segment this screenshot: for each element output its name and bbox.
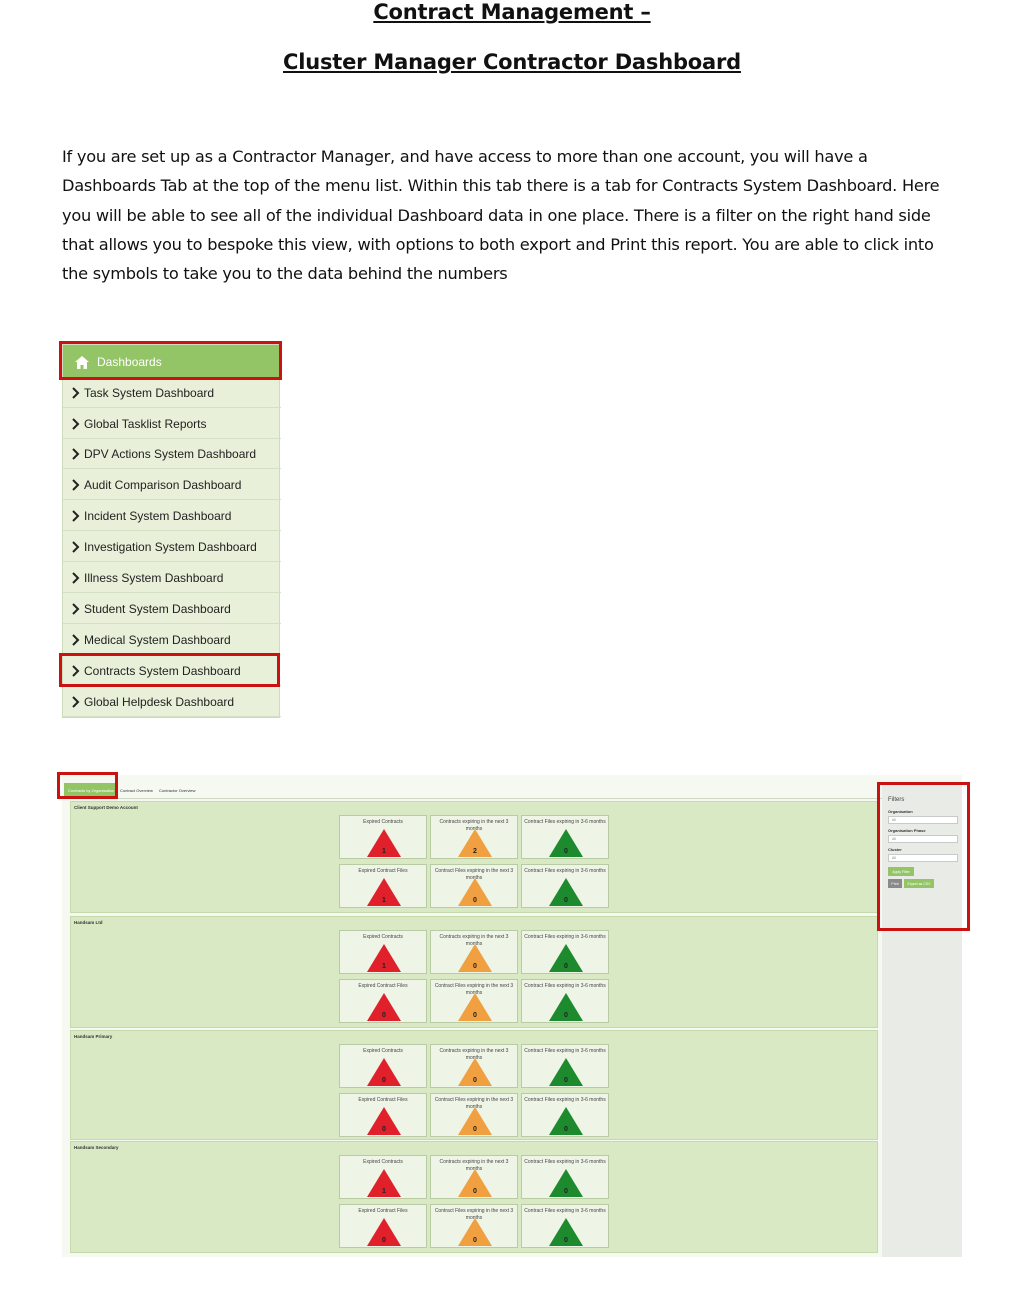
metric-label: Expired Contract Files [358, 983, 408, 989]
intro-paragraph: If you are set up as a Contractor Manager, and have access to more than one account, you will have a Dashboards Tab at the top of the menu list. Within this tab there is a tab for Contracts System Dashboard. Here you will be able to see all of the individual Dashboard data in one place. There is a filter on the right hand side that allows you to bespoke this view, with options to both export and Print this report. You are able to click into the symbols to take you to the data behind the numbers [62, 147, 940, 284]
phase-select[interactable]: All [888, 835, 958, 843]
metric-label: Contract Files expiring in the next 3 months [434, 1097, 514, 1110]
metric-value[interactable]: 0 [473, 963, 477, 970]
apply-filter-button[interactable]: Apply Filter [888, 867, 914, 876]
metric-card[interactable] [430, 979, 518, 1023]
organisation-select[interactable]: All [888, 816, 958, 824]
metric-card[interactable] [430, 864, 518, 908]
menu-item-label: Medical System Dashboard [84, 632, 231, 647]
organisation-name: Handsam Ltd [74, 920, 103, 925]
metric-card[interactable] [521, 815, 609, 859]
menu-item[interactable] [63, 409, 281, 439]
dashboard-tabs [62, 775, 882, 799]
metric-label: Contract Files expiring in the next 3 months [434, 983, 514, 996]
metric-card[interactable] [521, 864, 609, 908]
menu-item[interactable] [63, 625, 281, 655]
menu-item-label: DPV Actions System Dashboard [84, 446, 257, 461]
metric-card[interactable] [521, 1093, 609, 1137]
contracts-dashboard-highlight-box [59, 653, 280, 687]
organisation-filter-label: Organisation [888, 809, 913, 814]
metric-value[interactable]: 0 [564, 1012, 568, 1019]
metric-label: Expired Contract Files [358, 1208, 408, 1214]
metric-card[interactable] [521, 1155, 609, 1199]
chevron-right-icon [71, 541, 81, 553]
metric-label: Contract Files expiring in 3-6 months [524, 819, 606, 825]
menu-item-label: Task System Dashboard [84, 385, 215, 400]
metric-label: Contracts expiring in the next 3 months [439, 1048, 509, 1061]
contracts-dashboard-screenshot [62, 775, 962, 1257]
dashboards-highlight-box [59, 341, 282, 380]
metric-value[interactable]: 0 [564, 1237, 568, 1244]
metric-value[interactable]: 0 [564, 848, 568, 855]
metric-label: Contract Files expiring in 3-6 months [524, 868, 606, 874]
metric-card[interactable] [521, 1044, 609, 1088]
export-csv-button[interactable]: Export as CSV [904, 879, 934, 888]
metric-label: Expired Contracts [363, 1048, 403, 1054]
chevron-right-icon [71, 510, 81, 522]
metric-card[interactable] [521, 930, 609, 974]
metric-card[interactable] [339, 930, 427, 974]
metric-card[interactable] [430, 1093, 518, 1137]
metric-label: Contract Files expiring in 3-6 months [524, 934, 606, 940]
metric-value[interactable]: 0 [473, 897, 477, 904]
metric-label: Contracts expiring in the next 3 months [439, 819, 509, 832]
metric-card[interactable] [521, 979, 609, 1023]
menu-item[interactable] [63, 532, 281, 562]
metric-value[interactable]: 0 [382, 1012, 386, 1019]
chevron-right-icon [71, 418, 81, 430]
filters-title: Filters [888, 797, 905, 803]
menu-item[interactable] [63, 501, 281, 531]
metric-card[interactable] [339, 1093, 427, 1137]
menu-item-label: Incident System Dashboard [84, 508, 232, 523]
metric-label: Contract Files expiring in the next 3 months [434, 1208, 514, 1221]
chevron-right-icon [71, 572, 81, 584]
metric-label: Contract Files expiring in 3-6 months [524, 1208, 606, 1214]
organisation-name: Handsam Secondary [74, 1145, 119, 1150]
metric-value[interactable]: 0 [564, 897, 568, 904]
metric-card[interactable] [430, 930, 518, 974]
menu-item[interactable] [63, 470, 281, 500]
metric-card[interactable] [339, 1204, 427, 1248]
metric-card[interactable] [430, 1204, 518, 1248]
tab-contractor-overview[interactable]: Contractor Overview [159, 787, 196, 793]
cluster-select[interactable]: All [888, 854, 958, 862]
print-button[interactable]: Print [888, 879, 902, 888]
menu-item[interactable] [63, 439, 281, 469]
metric-value[interactable]: 2 [473, 848, 477, 855]
cluster-filter-label: Cluster [888, 847, 902, 852]
tab-contracts-by-organisation[interactable]: Contracts by Organisation [64, 783, 118, 797]
metric-value[interactable]: 1 [382, 963, 386, 970]
menu-item[interactable] [63, 378, 281, 408]
metric-label: Expired Contracts [363, 1159, 403, 1165]
metric-label: Expired Contract Files [358, 1097, 408, 1103]
metric-label: Contracts expiring in the next 3 months [439, 934, 509, 947]
metric-card[interactable] [339, 979, 427, 1023]
chevron-right-icon [71, 634, 81, 646]
menu-item[interactable] [63, 594, 281, 624]
menu-item[interactable] [63, 687, 281, 717]
menu-item-label: Audit Comparison Dashboard [84, 477, 242, 492]
phase-filter-label: Organisation Phase [888, 828, 926, 833]
metric-value[interactable]: 0 [564, 1077, 568, 1084]
organisation-section [70, 916, 878, 1028]
metric-card[interactable] [430, 1044, 518, 1088]
metric-value[interactable]: 0 [382, 1077, 386, 1084]
metric-value[interactable]: 1 [382, 1188, 386, 1195]
metric-card[interactable] [339, 1155, 427, 1199]
chevron-right-icon [71, 696, 81, 708]
chevron-right-icon [71, 448, 81, 460]
document-subtitle: Cluster Manager Contractor Dashboard [283, 50, 741, 74]
organisation-name: Handsam Primary [74, 1034, 113, 1039]
organisation-section [70, 801, 878, 913]
metric-label: Contract Files expiring in 3-6 months [524, 1048, 606, 1054]
menu-item-label: Global Tasklist Reports [84, 416, 207, 431]
organisation-section [70, 1030, 878, 1140]
metric-card[interactable] [339, 815, 427, 859]
metric-value[interactable]: 0 [564, 963, 568, 970]
document-title: Contract Management – [373, 0, 651, 24]
metric-label: Expired Contracts [363, 819, 403, 825]
metric-label: Contract Files expiring in 3-6 months [524, 1097, 606, 1103]
menu-item[interactable] [63, 563, 281, 593]
metric-card[interactable] [430, 815, 518, 859]
metric-value[interactable]: 0 [382, 1237, 386, 1244]
menu-item-label: Illness System Dashboard [84, 570, 224, 585]
metric-card[interactable] [521, 1204, 609, 1248]
metric-value[interactable]: 0 [473, 1126, 477, 1133]
organisation-section [70, 1141, 878, 1253]
metric-card[interactable] [430, 1155, 518, 1199]
metric-label: Contract Files expiring in the next 3 months [434, 868, 514, 881]
metric-value[interactable]: 0 [473, 1188, 477, 1195]
menu-item-label: Contracts System Dashboard [84, 663, 241, 678]
metric-value[interactable]: 1 [382, 848, 386, 855]
metric-card[interactable] [339, 1044, 427, 1088]
chevron-right-icon [71, 479, 81, 491]
chevron-right-icon [71, 603, 81, 615]
menu-item-label: Global Helpdesk Dashboard [84, 694, 235, 709]
tab-contract-overview[interactable]: Contract Overview [120, 787, 153, 793]
metric-value[interactable]: 0 [564, 1188, 568, 1195]
metric-value[interactable]: 0 [473, 1077, 477, 1084]
metric-label: Contract Files expiring in 3-6 months [524, 1159, 606, 1165]
menu-item-label: Student System Dashboard [84, 601, 231, 616]
metric-label: Expired Contract Files [358, 868, 408, 874]
chevron-right-icon [71, 387, 81, 399]
organisation-name: Client Support Demo Account [74, 805, 138, 810]
tab-highlight-box [57, 772, 118, 799]
metric-card[interactable] [339, 864, 427, 908]
metric-value[interactable]: 1 [382, 897, 386, 904]
metric-value[interactable]: 0 [473, 1012, 477, 1019]
menu-item-label: Investigation System Dashboard [84, 539, 257, 554]
metric-value[interactable]: 0 [473, 1237, 477, 1244]
metric-label: Expired Contracts [363, 934, 403, 940]
dashboards-menu-header-label: Dashboards [97, 355, 162, 369]
metric-label: Contract Files expiring in 3-6 months [524, 983, 606, 989]
filters-highlight-box [877, 782, 970, 931]
metric-value[interactable]: 0 [564, 1126, 568, 1133]
metric-label: Contracts expiring in the next 3 months [439, 1159, 509, 1172]
metric-value[interactable]: 0 [382, 1126, 386, 1133]
